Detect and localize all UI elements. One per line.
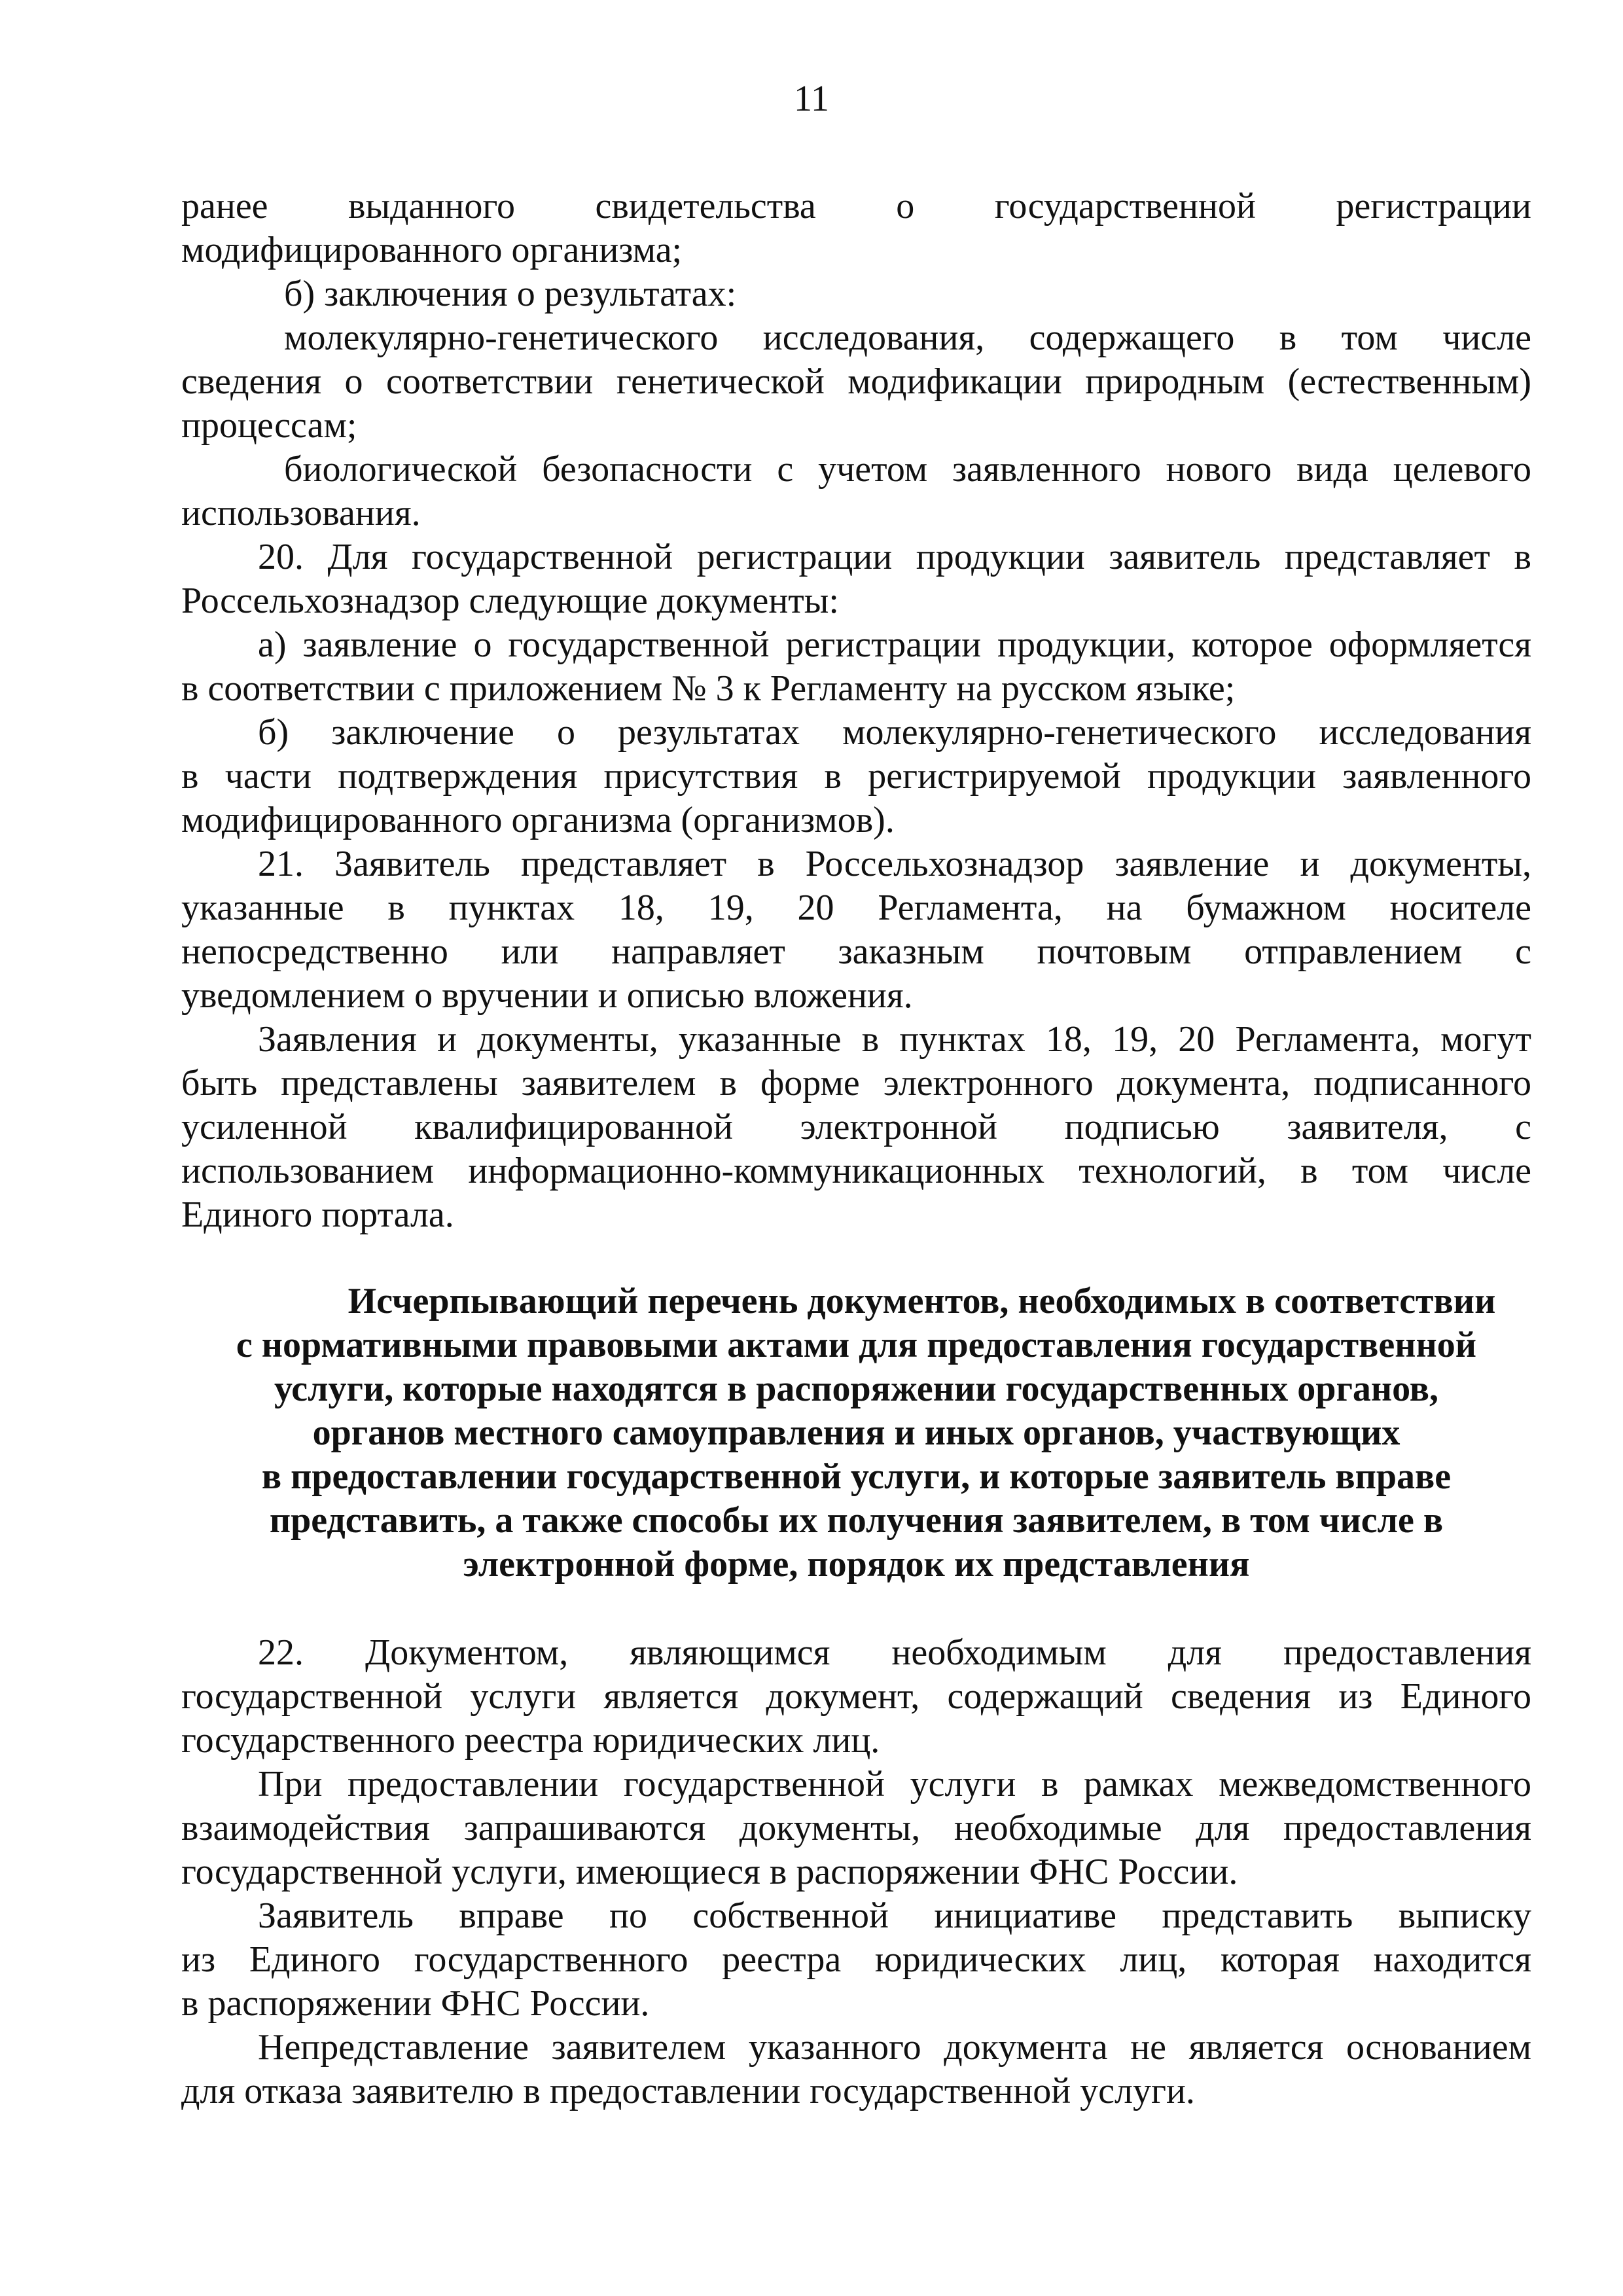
text-line: Заявления и документы, указанные в пунктах 18, 19, 20 Регламента, могут — [258, 1019, 1531, 1060]
section-heading — [181, 1280, 1531, 1587]
text-line: сведения о соответствии генетической модификации природным (естественным) — [181, 361, 1531, 402]
paragraph — [181, 316, 1531, 448]
text-line: Россельхознадзор следующие документы: — [181, 581, 839, 621]
paragraph — [181, 272, 1531, 316]
text-line: уведомлением о вручении и описью вложения. — [181, 975, 913, 1016]
text-line: Заявитель вправе по собственной инициативе представить выписку — [258, 1895, 1531, 1936]
paragraph — [181, 1894, 1531, 2026]
text-line: 20. Для государственной регистрации продукции заявитель представляет в — [258, 537, 1531, 577]
text-line: непосредственно или направляет заказным почтовым отправлением с — [181, 931, 1531, 972]
text-line: Единого портала. — [181, 1194, 454, 1235]
paragraph — [181, 1018, 1531, 1237]
page-number: 11 — [794, 79, 829, 119]
paragraph — [181, 623, 1531, 711]
paragraph — [181, 2026, 1531, 2113]
paragraph — [181, 185, 1531, 272]
text-line: использованием информационно-коммуникационных технологий, в том числе — [181, 1151, 1531, 1191]
text-line: а) заявление о государственной регистрации продукции, которое оформляется — [258, 624, 1531, 665]
text-line: в части подтверждения присутствия в регистрируемой продукции заявленного — [181, 756, 1531, 797]
paragraph — [181, 842, 1531, 1018]
text-line: При предоставлении государственной услуги в рамках межведомственного — [258, 1764, 1531, 1804]
paragraph — [181, 1631, 1531, 1763]
heading-line: органов местного самоуправления и иных органов, участвующих — [312, 1412, 1400, 1453]
text-line: быть представлены заявителем в форме электронного документа, подписанного — [181, 1063, 1531, 1103]
heading-line: представить, а также способы их получения заявителем, в том числе в — [269, 1500, 1444, 1541]
paragraph — [181, 448, 1531, 535]
text-line: процессам; — [181, 405, 357, 446]
heading-line: услуги, которые находятся в распоряжении государственных органов, — [274, 1369, 1438, 1409]
text-line: в соответствии с приложением № 3 к Регламенту на русском языке; — [181, 668, 1236, 709]
text-line: указанные в пунктах 18, 19, 20 Регламента, на бумажном носителе — [181, 888, 1531, 928]
text-line: взаимодействия запрашиваются документы, необходимые для предоставления — [181, 1808, 1531, 1848]
text-line: в распоряжении ФНС России. — [181, 1983, 650, 2024]
text-line: государственной услуги, имеющиеся в распоряжении ФНС России. — [181, 1852, 1238, 1892]
text-line: государственного реестра юридических лиц. — [181, 1720, 880, 1761]
heading-line: с нормативными правовыми актами для предоставления государственной — [236, 1325, 1477, 1365]
section-before-heading — [181, 185, 1531, 1237]
section-after-heading — [181, 1631, 1531, 2113]
text-line: из Единого государственного реестра юридических лиц, которая находится — [181, 1939, 1531, 1980]
text-line: для отказа заявителю в предоставлении государственной услуги. — [181, 2071, 1195, 2111]
paragraph — [181, 711, 1531, 842]
text-line: Непредставление заявителем указанного документа не является основанием — [258, 2027, 1531, 2068]
heading-line: Исчерпывающий перечень документов, необходимых в соответствии — [348, 1281, 1496, 1321]
text-line: использования. — [181, 493, 421, 533]
paragraph — [181, 535, 1531, 623]
heading-line: электронной форме, порядок их представления — [463, 1544, 1250, 1585]
text-line: 22. Документом, являющимся необходимым для предоставления — [258, 1632, 1531, 1673]
text-line: модифицированного организма; — [181, 230, 683, 270]
text-line: б) заключения о результатах: — [284, 274, 737, 314]
text-line: ранее выданного свидетельства о государственной регистрации — [181, 186, 1531, 226]
text-line: усиленной квалифицированной электронной подписью заявителя, с — [181, 1107, 1531, 1147]
paragraph — [181, 1763, 1531, 1894]
heading-line: в предоставлении государственной услуги, и которые заявитель вправе — [261, 1456, 1452, 1497]
text-line: модифицированного организма (организмов). — [181, 800, 895, 840]
text-line: б) заключение о результатах молекулярно-генетического исследования — [258, 712, 1531, 753]
text-line: государственной услуги является документ, содержащий сведения из Единого — [181, 1676, 1531, 1717]
text-line: 21. Заявитель представляет в Россельхознадзор заявление и документы, — [258, 844, 1531, 884]
document-body — [181, 185, 1531, 2113]
text-line: биологической безопасности с учетом заявленного нового вида целевого — [284, 449, 1531, 490]
text-line: молекулярно-генетического исследования, содержащего в том числе — [284, 317, 1531, 358]
